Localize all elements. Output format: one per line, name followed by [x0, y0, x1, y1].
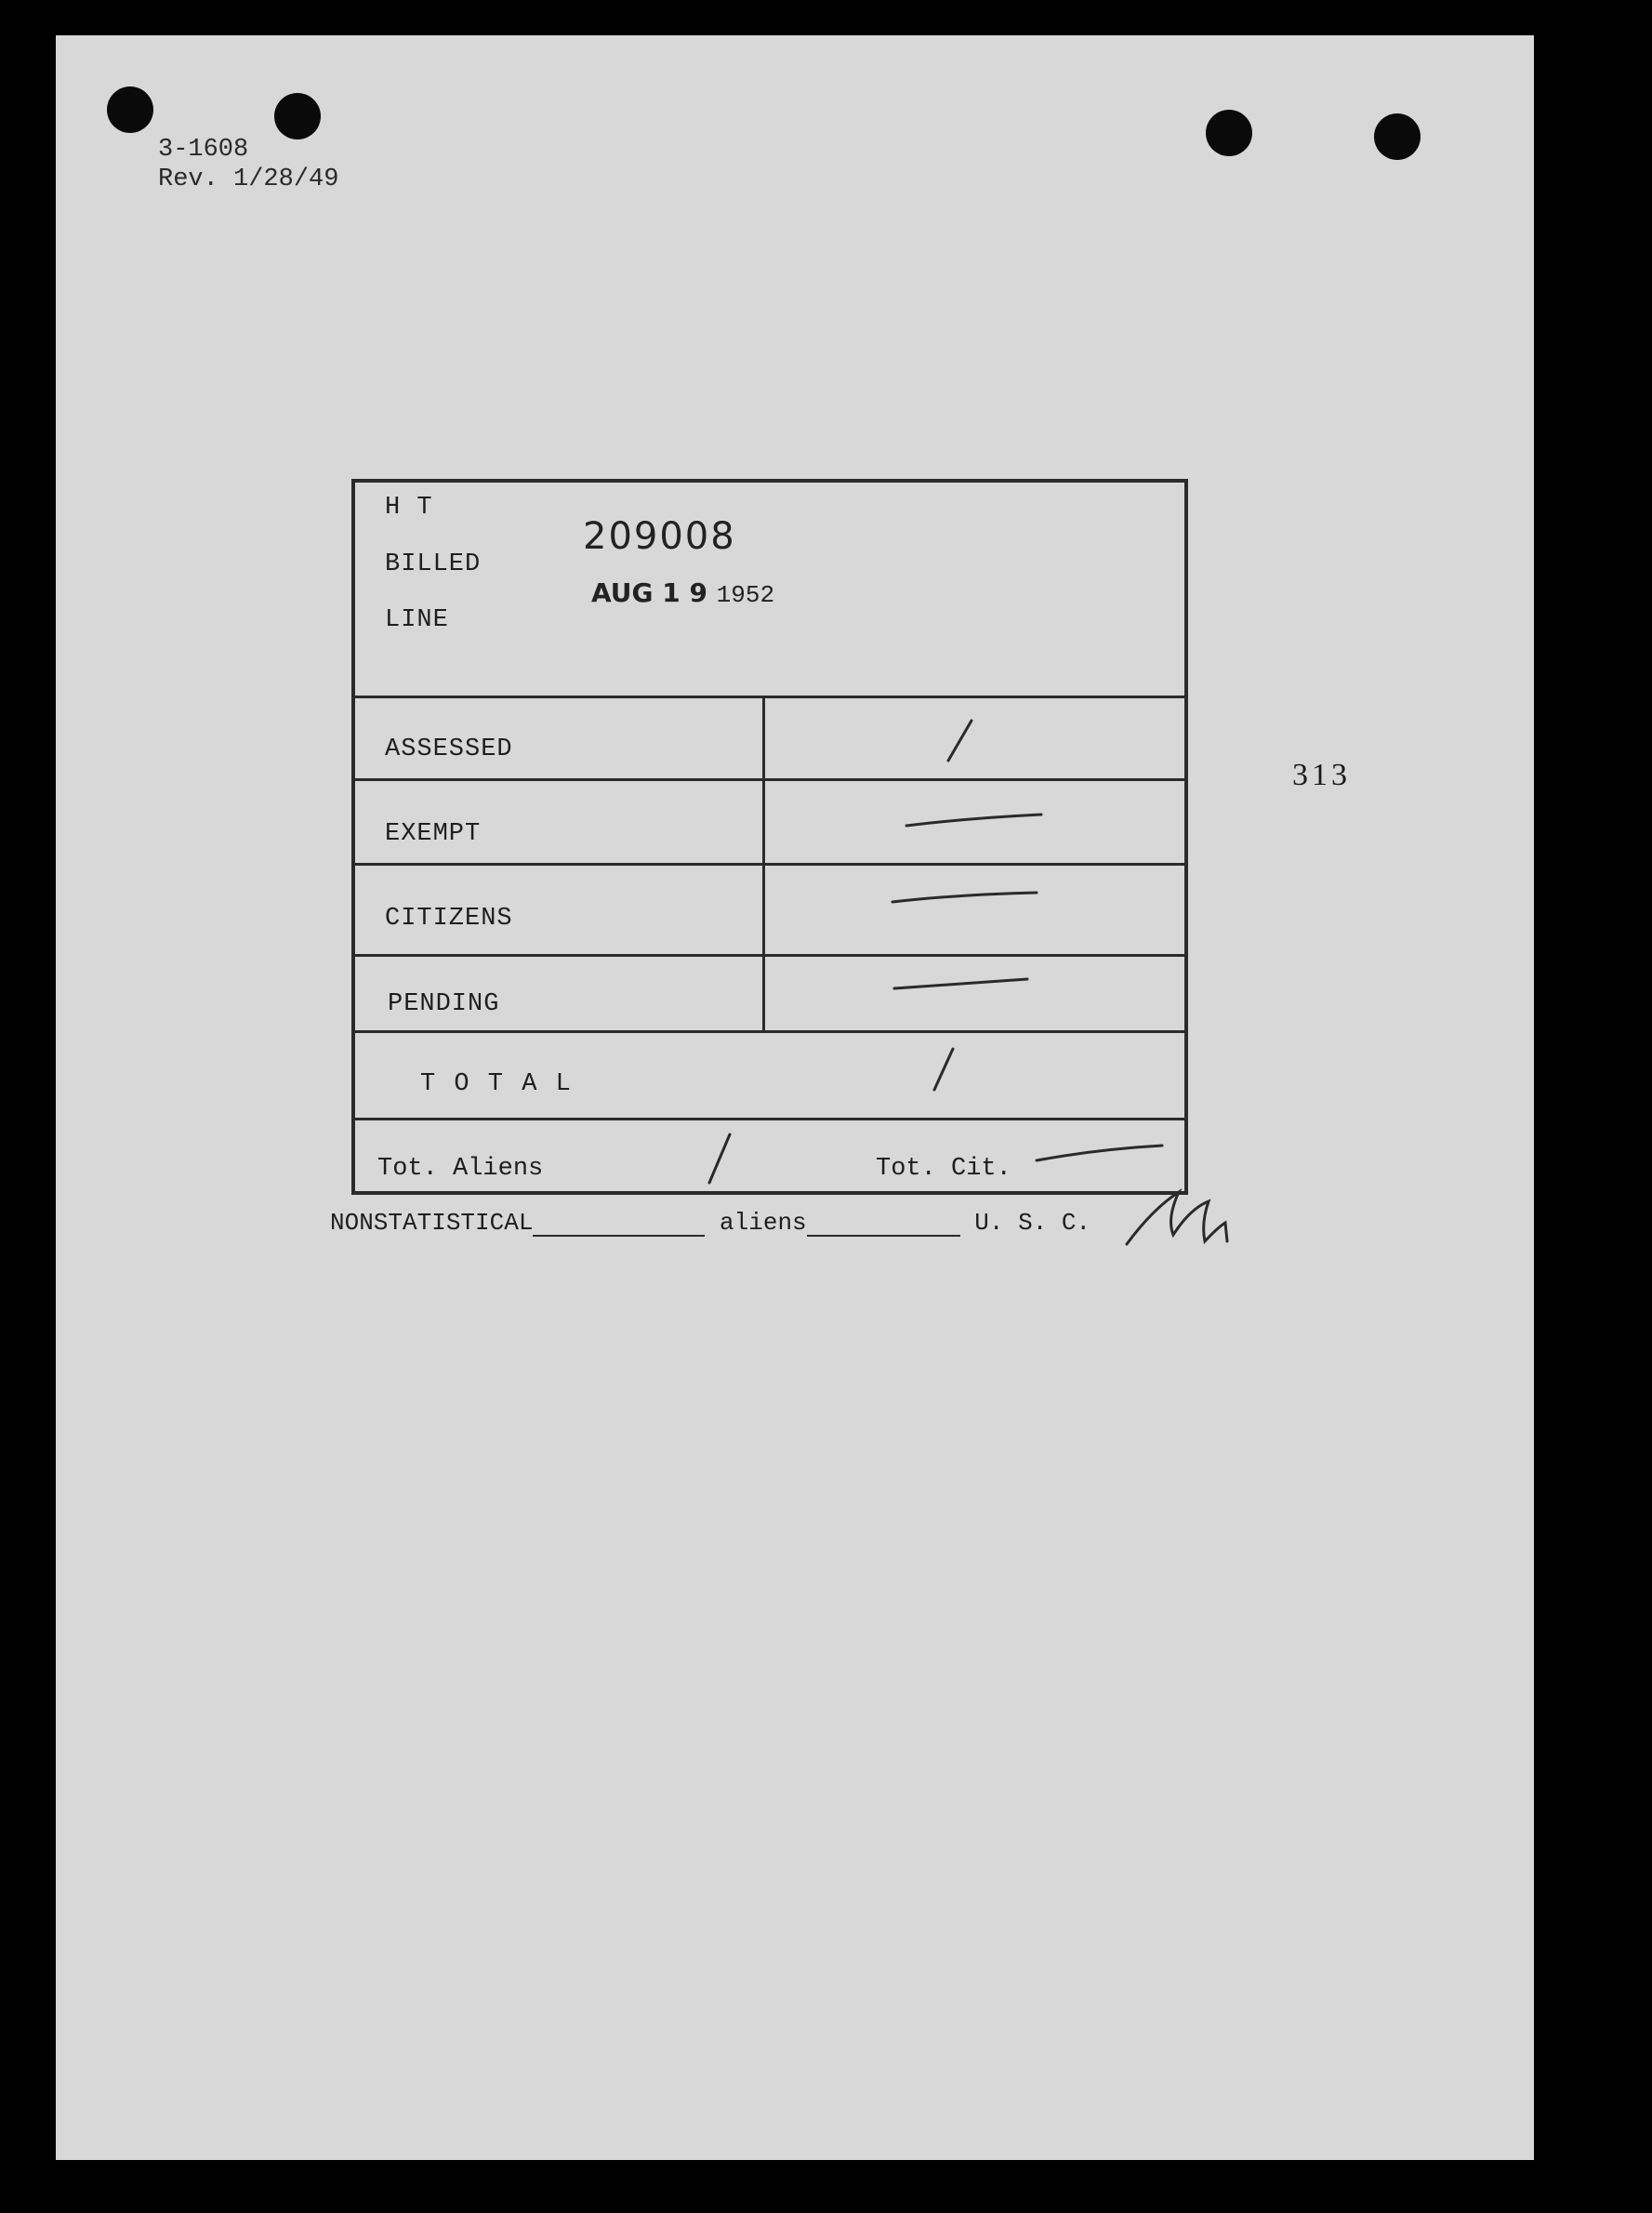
tot-aliens-tick-mark: [709, 1134, 730, 1183]
row-pending-label: PENDING: [388, 990, 500, 1018]
page-number: 313: [1292, 758, 1351, 792]
label-billed: BILLED: [385, 550, 482, 578]
form-revision: Rev. 1/28/49: [158, 166, 339, 193]
tot-aliens-label: Tot. Aliens: [377, 1155, 544, 1183]
label-ht: H T: [385, 494, 433, 522]
usc-label: U. S. C.: [974, 1209, 1091, 1237]
stamp-date-year: 1952: [716, 581, 775, 609]
citizens-dash-mark: [892, 893, 1037, 902]
exempt-dash-mark: [906, 815, 1041, 826]
row-assessed-label: ASSESSED: [385, 735, 513, 763]
tot-cit-label: Tot. Cit.: [876, 1155, 1011, 1183]
stamp-date-day: AUG 1 9: [591, 577, 707, 608]
total-label: T O T A L: [420, 1070, 573, 1098]
total-tick-mark: [934, 1049, 953, 1090]
assessed-tick-mark: [948, 721, 971, 761]
pending-dash-mark: [894, 979, 1027, 988]
label-line: LINE: [385, 606, 449, 634]
aliens-label: aliens: [720, 1209, 807, 1237]
row-exempt-label: EXEMPT: [385, 820, 482, 848]
nonstatistical-label: NONSTATISTICAL: [330, 1209, 534, 1237]
tot-cit-dash-mark: [1037, 1146, 1162, 1160]
row-citizens-label: CITIZENS: [385, 905, 513, 933]
signature-initials: [1127, 1192, 1227, 1244]
form-number: 3-1608: [158, 136, 249, 164]
stamp-number: 209008: [583, 515, 736, 558]
